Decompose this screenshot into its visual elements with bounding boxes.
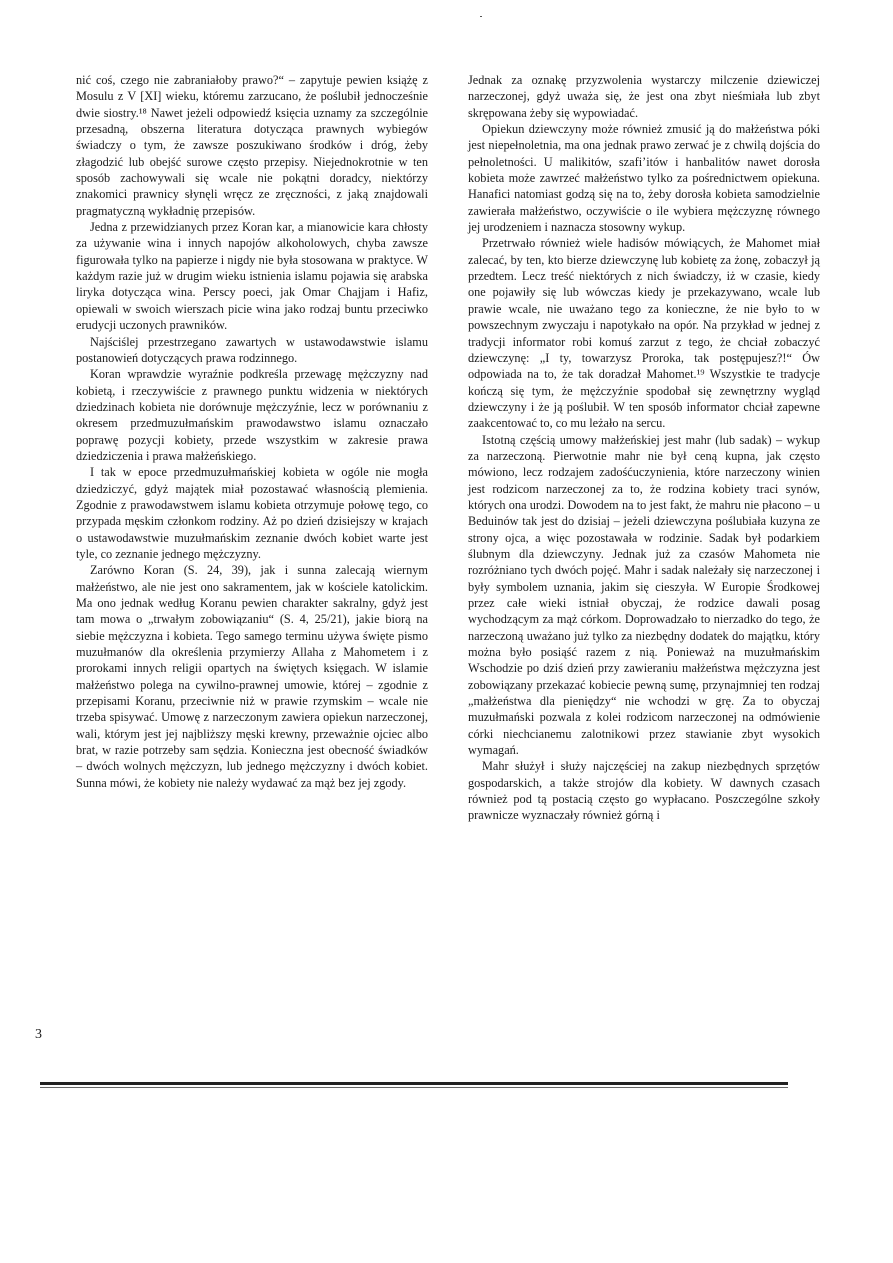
paragraph: Najściślej przestrzegano zawartych w ustawodawstwie islamu postanowień dotyczących prawa rodzinnego. xyxy=(76,334,428,365)
left-text-column xyxy=(76,72,428,791)
paragraph: Przetrwało również wiele hadisów mówiących, że Mahomet miał zalecać, by ten, kto bierze dziewczynę lub kobietę za żonę, zobaczył ją przedtem. Lecz treść niektórych z nich świadczy, iż w czasie, kiedy one pojawiły się lub wówczas kiedy je przekazywano, wcale lub prawie wcale, nie uważano tego za konieczne, że nie było to w powszechnym zwyczaju i napotykało na opór. Na przykład w jednej z tradycji informator robi komuś zarzut z tego, że chciał zobaczyć dziewczynę: „I ty, towarzysz Proroka, tak postępujesz?!“ Ów odpowiada na to, że tak doradzał Mahomet.¹⁹ Wszystkie te tradycje kończą się tym, że mężczyźnie spodobał się zewnętrzny wygląd dziewczyny i że ją poślubił. W ten sposób informator chciał zapewne zaakcentować to, co mu leżało na sercu. xyxy=(468,236,820,431)
paragraph: nić coś, czego nie zabraniałoby prawo?“ – zapytuje pewien książę z Mosulu z V [XI] wieku, któremu zarzucano, że poślubił jednocześnie dwie siostry.¹⁸ Nawet jeżeli odpowiedź księcia uznamy za szczególnie przesadną, obszerna literatura dotycząca prawnych wybiegów świadczy o tym, że zawsze poszukiwano środków i dróg, żeby złagodzić lub obejść surowe często przepisy. Niejednokrotnie w ten sposób zachowywali się wcale nie pokątni doradcy, niektórzy znakomici prawnicy słynęli wręcz ze zręczności, z jaką znajdowali pragmatyczną wykładnię przepisów. xyxy=(76,73,428,218)
paragraph: Mahr służył i służy najczęściej na zakup niezbędnych sprzętów gospodarskich, a także strojów dla kobiety. W dawnych czasach również pod tą postacią często go wypłacano. Poszczególne szkoły prawnicze wyznaczały również górną i xyxy=(468,759,820,823)
paragraph: Jednak za oznakę przyzwolenia wystarczy milczenie dziewiczej narzeczonej, gdyż uważa się, że jest ona zbyt nieśmiała lub zbyt skrępowana żeby się wypowiadać. xyxy=(468,73,820,120)
paragraph: Zarówno Koran (S. 24, 39), jak i sunna zalecają wiernym małżeństwo, ale nie jest ono sakramentem, jak w kościele katolickim. Ma ono jednak według Koranu pewien charakter sakralny, gdyż jest tam mowa o „trwałym zobowiązaniu“ (S. 4, 25/21), jakie biorą na siebie mężczyzna i kobieta. Tego samego terminu używa święte pismo muzułmanów dla określenia przymierzy Allaha z Mahometem i z prorokami innych religii opartych na świętych księgach. W islamie małżeństwo polega na cywilno-prawnej umowie, której – zgodnie z przepisami Koranu, przeciwnie niż w prawie rzymskim – wcale nie trzeba spisywać. Umowę z narzeczonym zawiera opiekun narzeczonej, wali, którym jest jej najbliższy męski krewny, przeważnie ojciec albo brat, w razie potrzeby sam sędzia. Konieczna jest obecność świadków – dwóch wolnych mężczyzn, lub jednego mężczyzny i dwóch kobiet. Sunna mówi, że kobiety nie należy wydawać za mąż bez jej zgody. xyxy=(76,563,428,790)
footer-rule xyxy=(40,1082,788,1085)
footer-rule-thin xyxy=(40,1087,788,1088)
paragraph: Istotną częścią umowy małżeńskiej jest mahr (lub sadak) – wykup za narzeczoną. Pierwotnie mahr nie był ceną kupna, jak często mówiono, lecz rodzajem zadośćuczynienia, które narzeczony winien jest rodzicom narzeczonej za to, że rodzina kobiety traci synów, których ona urodzi. Dowodem na to jest fakt, że mahru nie płacono – u Beduinów tak jest do dzisiaj – jeżeli dziewczyna poślubiała kuzyna ze strony ojca, a więc pozostawała w rodzinie. Sadak był podarkiem ślubnym dla dziewczyny. Jednak już za czasów Mahometa nie rozróżniano tych dwóch pojęć. Mahr i sadak należały się narzeczonej i były symbolem uznania, jakim się cieszyła. W Europie Środkowej przez całe wieki istniał obyczaj, że rodzice dawali posag wychodzącym za mąż córkom. Doprowadzało to nierzadko do tego, że narzeczoną uważano już tylko za niezbędny dodatek do majątku, który można było posiąść razem z nią. Ponieważ na muzułmańskim Wschodzie po dziś dzień przy zawieraniu małżeństwa mężczyzna jest zobowiązany przekazać kobiecie pewną sumę, przynajmniej ten rodzaj „małżeństwa dla pieniędzy“ nie wchodzi w grę. Za to obyczaj muzułmański pozwala z kolei rodzicom narzeczonej na odmówienie córki niechcianemu zalotnikowi przez stawianie zbyt wysokich wymagań. xyxy=(468,432,820,758)
paragraph: I tak w epoce przedmuzułmańskiej kobieta w ogóle nie mogła dziedziczyć, gdyż majątek miał pozostawać własnością plemienia. Zgodnie z prawodawstwem islamu kobieta otrzymuje połowę tego, co przypada męskim członkom rodziny. Aż po dzień dzisiejszy w krajach o ustawodawstwie muzułmańskim zeznanie dwóch kobiet warte jest tyle, co zeznanie jednego mężczyzny. xyxy=(76,465,428,561)
page-number: 3 xyxy=(35,1027,42,1042)
scan-speck xyxy=(480,16,482,17)
paragraph: Opiekun dziewczyny może również zmusić ją do małżeństwa póki jest niepełnoletnia, ma ona jednak prawo zerwać je z chwilą dojścia do pełnoletności. U malikitów, szafi’itów i hanbalitów nawet dorosła kobieta może zawrzeć małżeństwo tylko za pośrednictwem opiekuna. Hanafici natomiast godzą się na to, żeby dorosła kobieta samodzielnie zawierała małżeństwo, oczywiście o ile wybiera mężczyznę równego jej urodzeniem i naznacza stosowny wykup. xyxy=(468,122,820,235)
paragraph: Koran wprawdzie wyraźnie podkreśla przewagę mężczyzny nad kobietą, i rzeczywiście z prawnego punktu widzenia w niektórych dziedzinach kobieta nie dorównuje mężczyźnie, lecz w porównaniu z okresem przedmuzułmańskim prawodawstwo islamu oznaczało poprawę pozycji kobiety, przede wszystkim w zakresie prawa dziedziczenia i prawa małżeńskiego. xyxy=(76,367,428,463)
right-text-column xyxy=(468,72,820,824)
paragraph: Jedna z przewidzianych przez Koran kar, a mianowicie kara chłosty za używanie wina i innych napojów alkoholowych, chyba zawsze figurowała tylko na papierze i nigdy nie była stosowana w praktyce. W każdym razie już w drugim wieku istnienia islamu pojawia się arabska liryka dotycząca wina. Perscy poeci, jak Omar Chajjam i Hafiz, opiewali w swoich wierszach picie wina jako rodzaj buntu przeciwko erudycji uczonych prawników. xyxy=(76,220,428,333)
